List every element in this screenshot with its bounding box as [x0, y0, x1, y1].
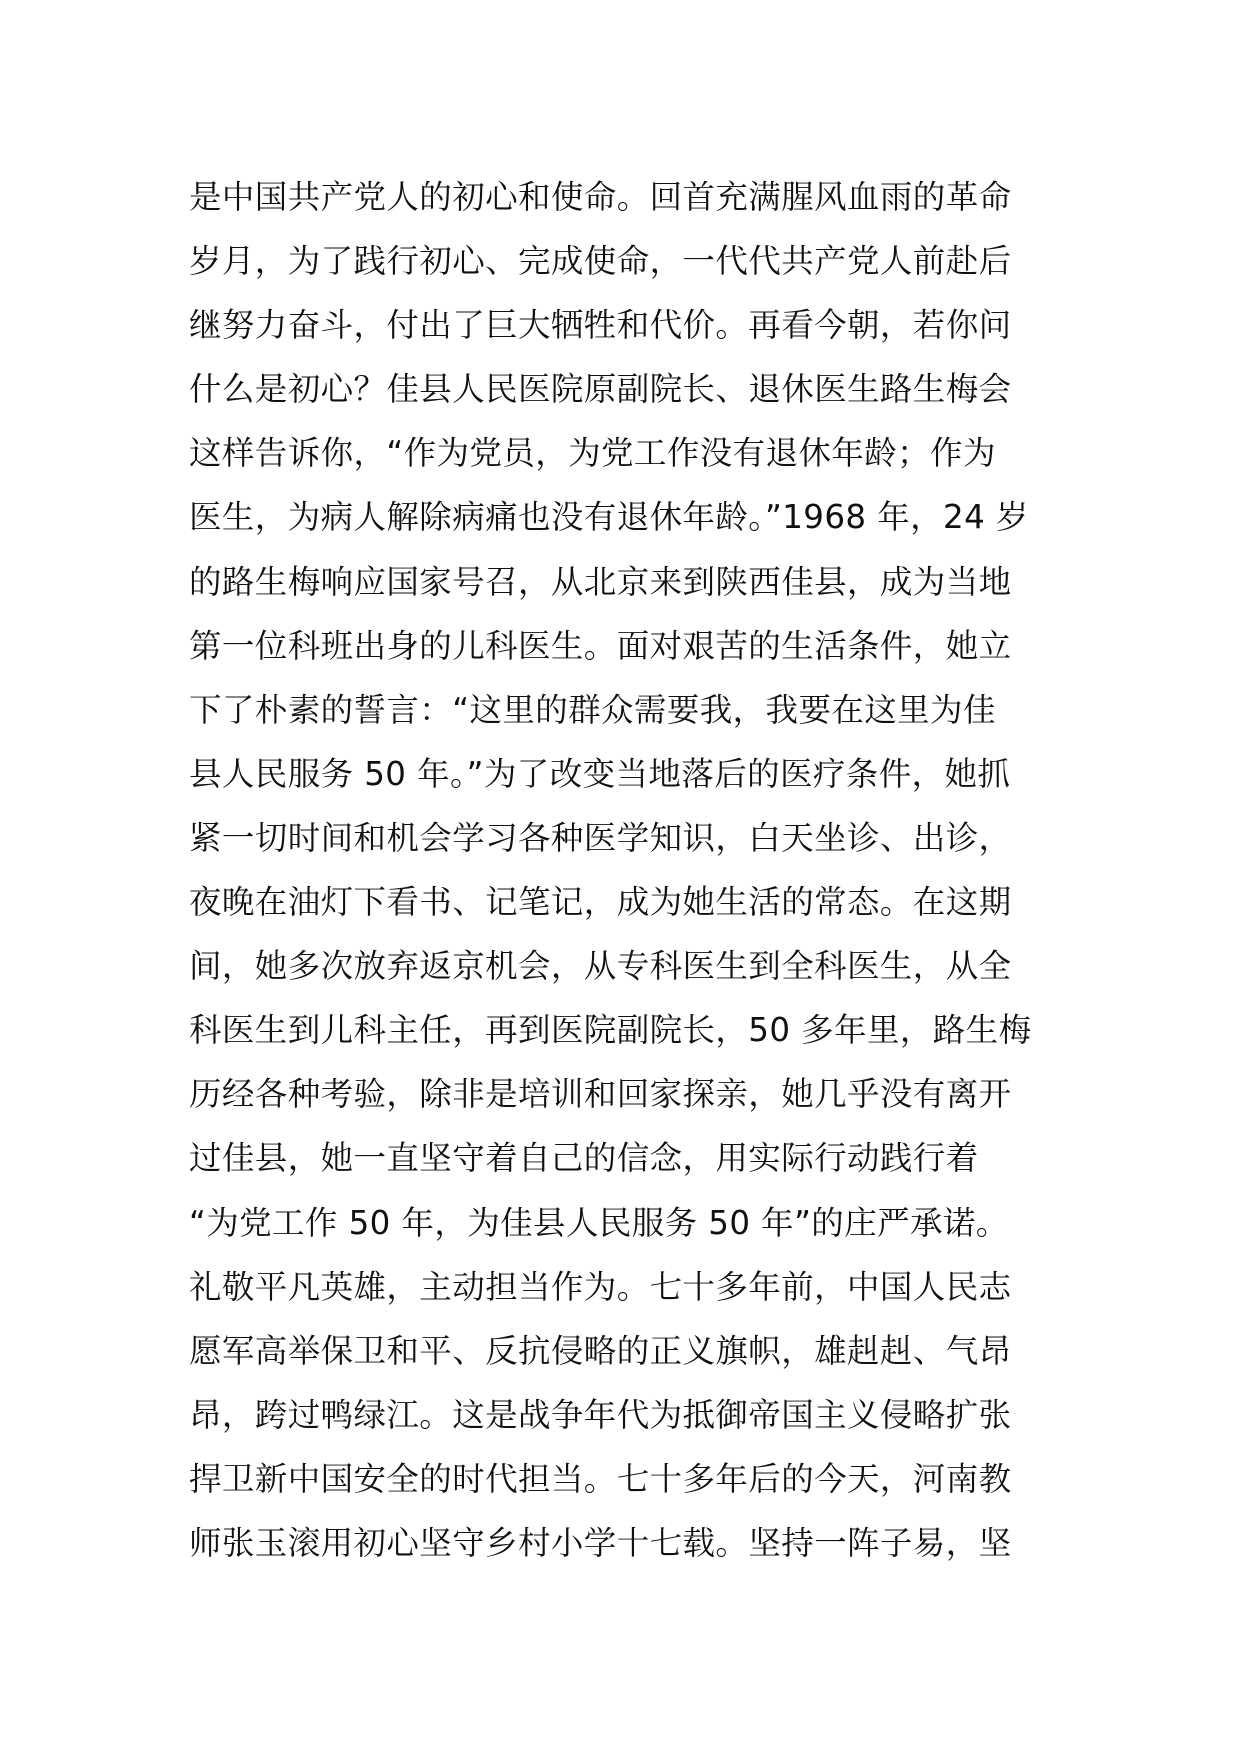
text-line: 过佳县，她一直坚守着自己的信念，用实际行动践行着	[189, 1139, 979, 1178]
text-line: 捍卫新中国安全的时代担当。七十多年后的今天，河南教	[189, 1459, 1012, 1498]
text-line: 什么是初心？佳县人民医院原副院长、退休医生路生梅会	[189, 370, 1012, 409]
text-line: “为党工作 50 年，为佳县人民服务 50 年”的庄严承诺。	[189, 1203, 1009, 1242]
text-line: 下了朴素的誓言：“这里的群众需要我，我要在这里为佳	[189, 690, 996, 729]
text-line: 愿军高举保卫和平、反抗侵略的正义旗帜，雄赳赳、气昂	[189, 1331, 1012, 1370]
text-line: 紧一切时间和机会学习各种医学知识，白天坐诊、出诊，	[189, 818, 1012, 857]
text-line: 间，她多次放弃返京机会，从专科医生到全科医生，从全	[189, 947, 1012, 986]
text-line: 的路生梅响应国家号召，从北京来到陕西佳县，成为当地	[189, 562, 1012, 601]
text-line: 第一位科班出身的儿科医生。面对艰苦的生活条件，她立	[189, 626, 1012, 665]
body-text	[189, 165, 1057, 1575]
text-line: 继努力奋斗，付出了巨大牺牲和代价。再看今朝，若你问	[189, 306, 1012, 345]
text-line: 是中国共产党人的初心和使命。回首充满腥风血雨的革命	[189, 178, 1012, 216]
text-line: 县人民服务 50 年。”为了改变当地落后的医疗条件，她抓	[189, 754, 1011, 793]
text-line: 礼敬平凡英雄，主动担当作为。七十多年前，中国人民志	[189, 1267, 1012, 1306]
text-line: 夜晚在油灯下看书、记笔记，成为她生活的常态。在这期	[189, 883, 1012, 922]
text-line: 这样告诉你，“作为党员，为党工作没有退休年龄；作为	[189, 434, 996, 473]
text-line: 医生，为病人解除病痛也没有退休年龄。”1968 年，24 岁	[189, 498, 1029, 537]
text-line: 历经各种考验，除非是培训和回家探亲，她几乎没有离开	[189, 1075, 1012, 1114]
text-line: 科医生到儿科主任，再到医院副院长，50 多年里，路生梅	[189, 1011, 1032, 1050]
text-line: 师张玉滚用初心坚守乡村小学十七载。坚持一阵子易，坚	[189, 1523, 1012, 1562]
text-line: 昂，跨过鸭绿江。这是战争年代为抵御帝国主义侵略扩张	[189, 1395, 1012, 1434]
text-line: 岁月，为了践行初心、完成使命，一代代共产党人前赴后	[189, 242, 1012, 281]
